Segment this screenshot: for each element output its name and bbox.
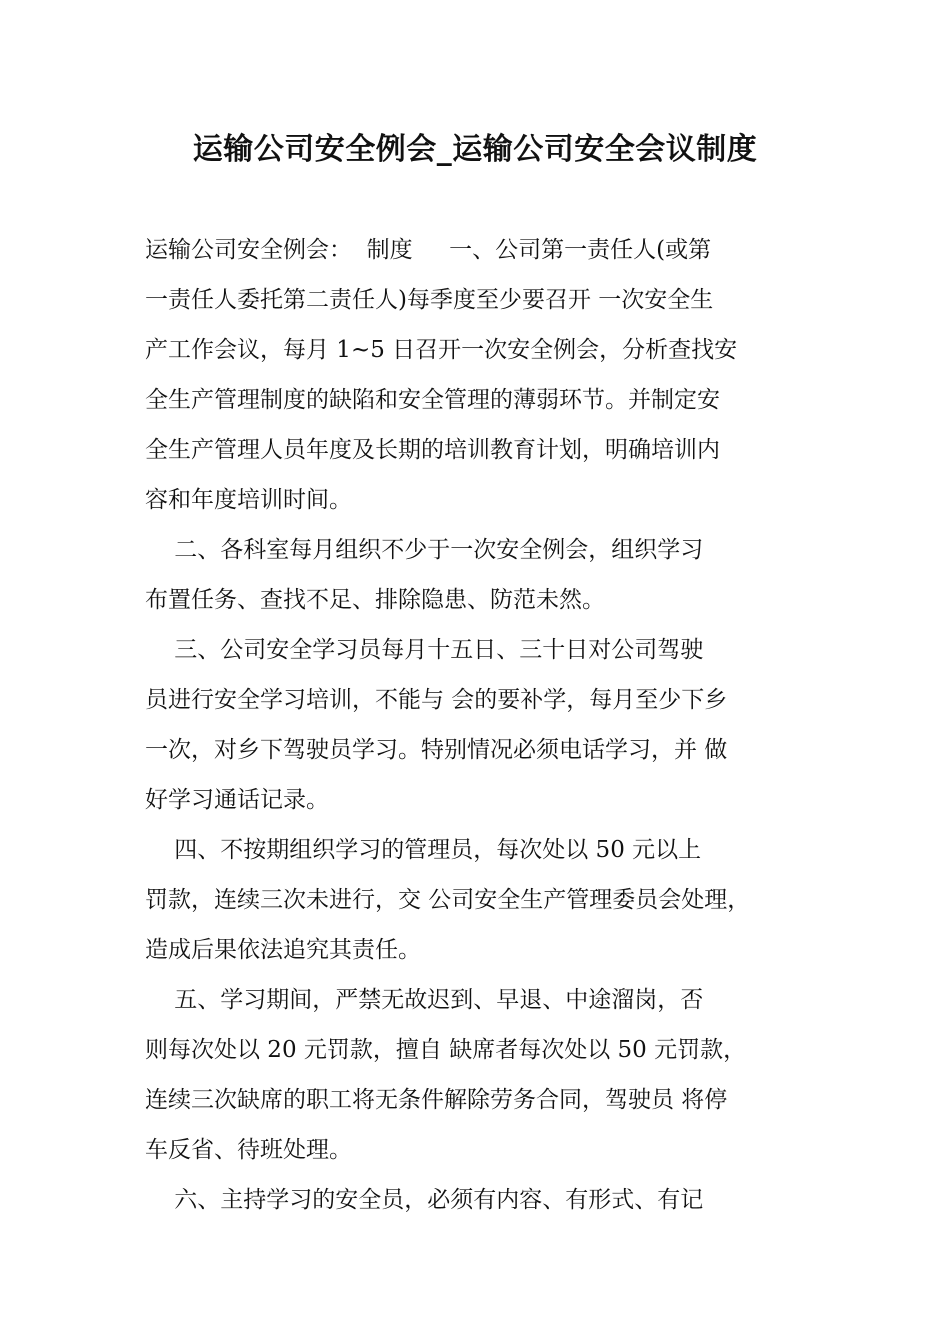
body-line: 产工作会议，每月 1~5 日召开一次安全例会，分析查找安: [145, 337, 738, 363]
body-line: 全生产管理人员年度及长期的培训教育计划，明确培训内: [145, 437, 720, 463]
body-line: 运输公司安全例会： 制度 一、公司第一责任人(或第: [145, 237, 712, 263]
body-line: 四、不按期组织学习的管理员，每次处以 50 元以上: [145, 837, 702, 863]
body-line: 五、学习期间，严禁无故迟到、早退、中途溜岗，否: [145, 987, 704, 1013]
body-line: 好学习通话记录。: [145, 787, 329, 813]
body-line: 容和年度培训时间。: [145, 487, 352, 513]
body-line: 布置任务、查找不足、排除隐患、防范未然。: [145, 587, 605, 613]
body-line: 二、各科室每月组织不少于一次安全例会，组织学习: [145, 537, 704, 563]
body-line: 罚款，连续三次未进行，交 公司安全生产管理委员会处理，: [145, 887, 751, 913]
body-line: 则每次处以 20 元罚款，擅自 缺席者每次处以 50 元罚款，: [145, 1037, 747, 1063]
body-line: 造成后果依法追究其责任。: [145, 937, 421, 963]
body-line: 全生产管理制度的缺陷和安全管理的薄弱环节。并制定安: [145, 387, 720, 413]
body-line: 车反省、待班处理。: [145, 1137, 352, 1163]
document-title: 运输公司安全例会_运输公司安全会议制度: [192, 132, 758, 167]
body-line: 员进行安全学习培训，不能与 会的要补学，每月至少下乡: [145, 687, 728, 713]
body-line: 连续三次缺席的职工将无条件解除劳务合同，驾驶员 将停: [145, 1087, 728, 1113]
body-line: 一责任人委托第二责任人)每季度至少要召开 一次安全生: [145, 287, 714, 313]
body-line: 六、主持学习的安全员，必须有内容、有形式、有记: [145, 1187, 704, 1213]
body-line: 三、公司安全学习员每月十五日、三十日对公司驾驶: [145, 637, 704, 663]
document-body: [145, 225, 811, 1225]
body-line: 一次，对乡下驾驶员学习。特别情况必须电话学习，并 做: [145, 737, 728, 763]
